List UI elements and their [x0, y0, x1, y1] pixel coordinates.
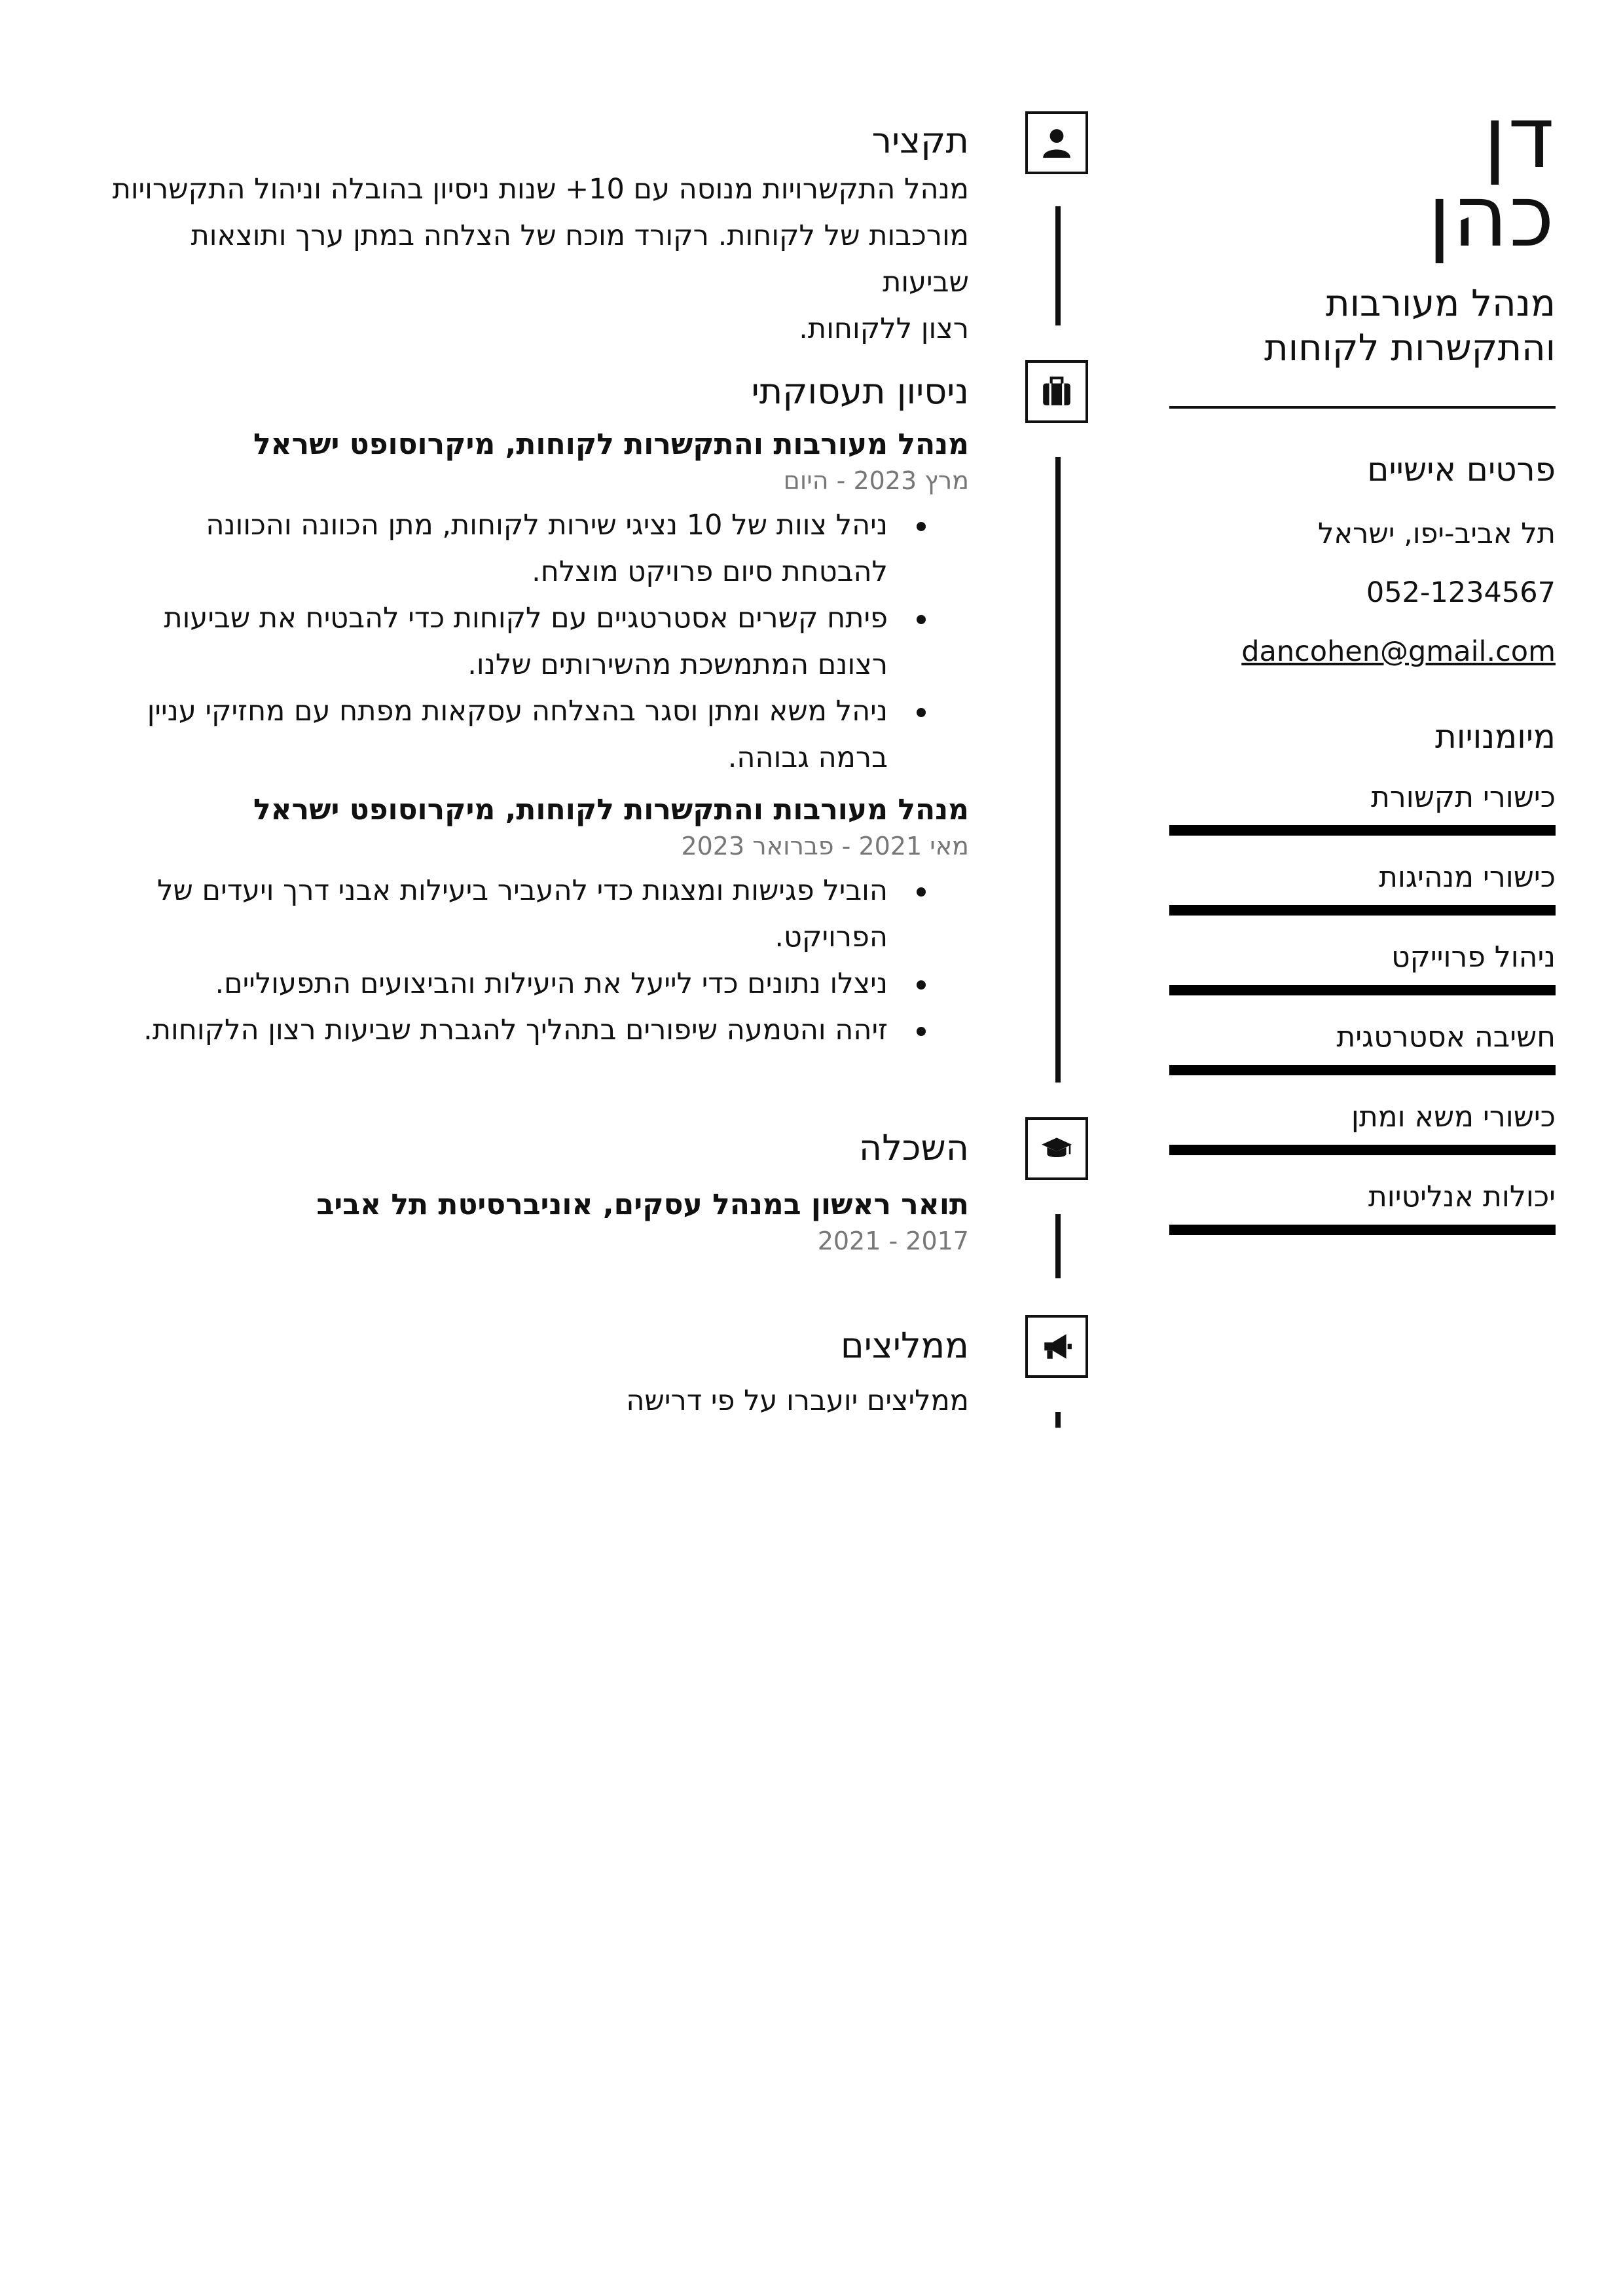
- job-role-line-1: מנהל מעורבות: [1325, 282, 1556, 325]
- job-role-line-2: והתקשרות לקוחות: [1264, 327, 1556, 369]
- job-title: מנהל מעורבות והתקשרות לקוחות, מיקרוסופט ישראל: [253, 428, 969, 461]
- briefcase-icon: [1025, 360, 1088, 423]
- experience-section: [105, 369, 969, 1054]
- skills-heading: מיומנויות: [1434, 718, 1556, 756]
- bullet-item: ניהל משא ומתן וסגר בהצלחה עסקאות מפתח עם מחזיקי עניין ברמה גבוהה.: [105, 688, 888, 781]
- references-heading: ממליצים: [840, 1325, 969, 1366]
- summary-line: מורכבות של לקוחות. רקורד מוכח של הצלחה במתן ערך ותוצאות שביעות: [191, 219, 969, 299]
- job-dates: מאי 2021 - פברואר 2023: [681, 832, 969, 861]
- bullet-item: ניצלו נתונים כדי לייעל את היעילות והביצועים התפעוליים.: [105, 961, 888, 1007]
- email-link[interactable]: dancohen@gmail.com: [1241, 635, 1556, 668]
- job-entry: [105, 425, 969, 781]
- summary-section: [105, 118, 969, 352]
- education-section: [105, 1125, 969, 1257]
- job-dates: מרץ 2023 - היום: [783, 466, 969, 495]
- education-heading: השכלה: [858, 1127, 969, 1168]
- skill-label: כישורי מנהיגות: [1378, 861, 1556, 894]
- skill-bar: [1169, 825, 1556, 836]
- summary-heading: תקציר: [871, 120, 969, 161]
- skill-bar: [1169, 905, 1556, 916]
- sidebar: [1169, 88, 1556, 1235]
- skill-label: כישורי תקשורת: [1371, 781, 1556, 814]
- references-text: ממליצים יועברו על פי דרישה: [626, 1384, 969, 1417]
- bullet-item: הוביל פגישות ומצגות כדי להעביר ביעילות אבני דרך ויעדים של הפרויקט.: [105, 868, 888, 961]
- job-entry: [105, 790, 969, 1054]
- personal-details-heading: פרטים אישיים: [1367, 451, 1556, 489]
- phone-text: 052-1234567: [1366, 576, 1556, 609]
- skill-label: יכולות אנליטיות: [1368, 1180, 1556, 1213]
- job-bullets: [105, 502, 969, 781]
- skill-label: ניהול פרוייקט: [1391, 940, 1556, 974]
- timeline-segment: [1055, 1412, 1061, 1428]
- header-divider: [1169, 406, 1556, 409]
- bullet-item: ניהל צוות של 10 נציגי שירות לקוחות, מתן הכוונה והכוונה להבטחת סיום פרויקט מוצלח.: [105, 502, 888, 595]
- timeline-segment: [1055, 206, 1061, 325]
- skill-label: חשיבה אסטרטגית: [1336, 1020, 1556, 1054]
- skill-item: [1169, 779, 1556, 836]
- references-section: [105, 1323, 969, 1424]
- skill-bar: [1169, 985, 1556, 995]
- skill-item: [1169, 859, 1556, 916]
- bullet-item: זיהה והטמעה שיפורים בתהליך להגברת שביעות רצון הלקוחות.: [105, 1007, 888, 1054]
- skill-item: [1169, 1099, 1556, 1155]
- first-name: דן: [1483, 88, 1556, 187]
- skill-item: [1169, 939, 1556, 995]
- skill-bar: [1169, 1225, 1556, 1235]
- degree-dates: 2017 - 2021: [817, 1227, 969, 1255]
- summary-line: רצון ללקוחות.: [799, 312, 969, 345]
- job-bullets: [105, 868, 969, 1054]
- megaphone-icon: [1025, 1315, 1088, 1378]
- timeline-segment: [1055, 1214, 1061, 1278]
- user-icon: [1025, 111, 1088, 174]
- skill-item: [1169, 1019, 1556, 1075]
- skill-label: כישורי משא ומתן: [1351, 1100, 1556, 1134]
- skill-bar: [1169, 1065, 1556, 1075]
- skill-item: [1169, 1179, 1556, 1235]
- last-name: כהן: [1427, 166, 1556, 266]
- location-text: תל אביב-יפו, ישראל: [1317, 517, 1556, 550]
- degree-title: תואר ראשון במנהל עסקים, אוניברסיטת תל אביב: [316, 1188, 969, 1221]
- timeline-segment: [1055, 457, 1061, 1083]
- experience-heading: ניסיון תעסוקתי: [751, 371, 969, 412]
- graduation-cap-icon: [1025, 1117, 1088, 1180]
- summary-line: מנהל התקשרויות מנוסה עם 10+ שנות ניסיון בהובלה וניהול התקשרויות: [112, 173, 969, 206]
- bullet-item: פיתח קשרים אסטרטגיים עם לקוחות כדי להבטיח את שביעות רצונם המתמשכת מהשירותים שלנו.: [105, 595, 888, 688]
- skills-list: [1169, 779, 1556, 1235]
- job-title: מנהל מעורבות והתקשרות לקוחות, מיקרוסופט ישראל: [253, 793, 969, 826]
- skill-bar: [1169, 1145, 1556, 1155]
